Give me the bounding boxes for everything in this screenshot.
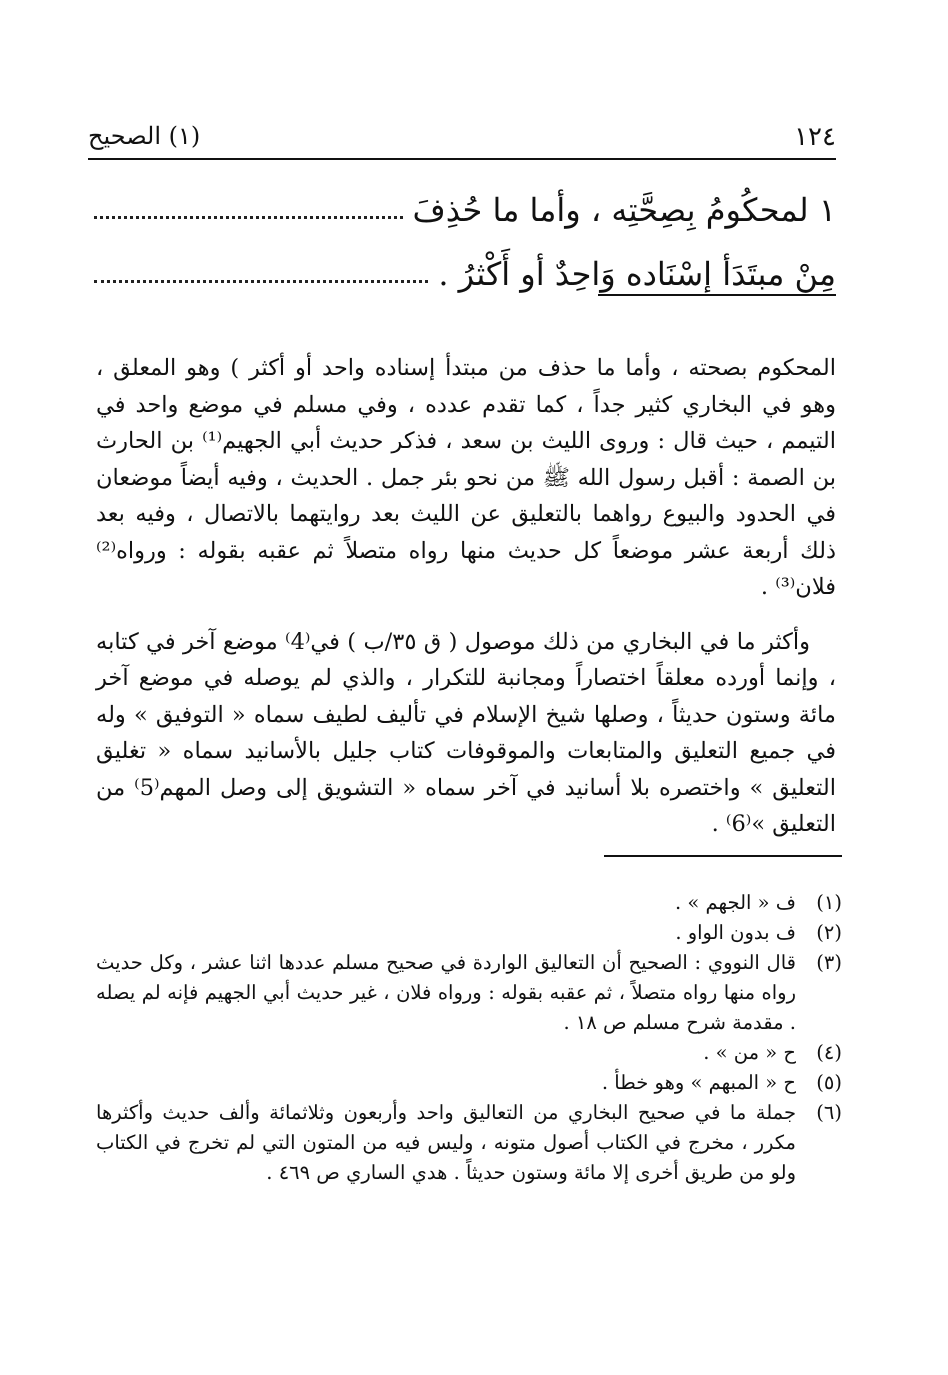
footnote-item bbox=[96, 1038, 842, 1068]
commentary-body bbox=[96, 350, 836, 843]
footnote-number: (٣) bbox=[816, 951, 842, 974]
footnote-text: ح « المبهم » وهو خطأ . bbox=[601, 1071, 796, 1094]
footnote-number: (٤) bbox=[816, 1041, 842, 1064]
footnote-text: ح « من » . bbox=[703, 1041, 796, 1064]
footnote-number: (٦) bbox=[816, 1101, 842, 1124]
footnote-item bbox=[96, 1098, 842, 1188]
matn-line-1-text: ١ لمحكُومُ بِصِحَّتِه ، وأما ما حُذِفَ bbox=[412, 191, 836, 229]
footnote-text: جملة ما في صحيح البخاري من التعاليق واحد وأربعون وثلاثمائة وألف حديث وأكثرها مكرر ، مخرج في الكتاب أصول متونه ، وليس فيه من المتون التي لم تخرج في الكتاب ولو من طريق أخرى إلا مائة وستون حديثاً . هدي الساري ص ٤٦٩ . bbox=[96, 1101, 796, 1184]
footnote-separator bbox=[604, 855, 842, 857]
footnote-number: (٢) bbox=[816, 921, 842, 944]
footnote-item bbox=[96, 888, 842, 918]
footnotes bbox=[96, 888, 842, 1188]
running-title: (١) الصحيح bbox=[88, 122, 201, 150]
matn-line-2 bbox=[88, 242, 836, 306]
page-header bbox=[88, 122, 836, 160]
matn-line-2-text: مِنْ مبتَدَأ إسْنَاده وَاحِدٌ أو أَكْثرُ . bbox=[438, 255, 836, 293]
matn-block bbox=[88, 178, 836, 306]
footnote-number: (١) bbox=[816, 891, 842, 914]
footnote-item bbox=[96, 948, 842, 1038]
footnote-item bbox=[96, 1068, 842, 1098]
commentary-paragraph-2: وأكثر ما في البخاري من ذلك موصول ( ق ٣٥/ب ) في⁽4⁾ موضع آخر في كتابه ، وإنما أورده معلقاً اختصاراً ومجانبة للتكرار ، والذي لم يوصله في موضع آخر مائة وستون حديثاً ، وصلها شيخ الإسلام في تأليف لطيف سماه « التوفيق » وله في جميع التعليق والمتابعات والموقوفات كتاب جليل بالأسانيد سماه « تغليق التعليق » واختصره بلا أسانيد في آخر سماه « التشويق إلى وصل المهم⁽5⁾ من التعليق »⁽6⁾ . bbox=[96, 628, 837, 837]
page-number: ١٢٤ bbox=[794, 122, 836, 152]
dotted-leader bbox=[94, 216, 403, 219]
commentary-paragraph-1: المحكوم بصحته ، وأما ما حذف من مبتدأ إسناده واحد أو أكثر ) وهو المعلق ، وهو في البخاري كثير جداً ، كما تقدم عدده ، وفي مسلم في موضع واحد في التيمم ، حيث قال : وروى الليث بن سعد ، فذكر حديث أبي الجهيم⁽¹⁾ بن الحارث بن الصمة : أقبل رسول الله ﷺ من نحو بئر جمل . الحديث ، وفيه أيضاً موضعان في الحدود والبيوع رواهما بالتعليق عن الليث بعد روايتهما بالاتصال ، وفيه بعد ذلك أربعة عشر موضعاً كل حديث منها رواه متصلاً ثم عقبه بقوله : ورواه⁽²⁾ فلان⁽³⁾ . bbox=[96, 355, 836, 600]
dotted-leader bbox=[94, 280, 428, 283]
footnote-text: قال النووي : الصحيح أن التعاليق الواردة في صحيح مسلم عددها اثنا عشر ، وكل حديث رواه منها رواه متصلاً ، ثم عقبه بقوله : ورواه فلان ، غير حديث أبي الجهيم فإنه لم يصله . مقدمة شرح مسلم ص ١٨ . bbox=[96, 951, 796, 1034]
footnote-text: ف بدون الواو . bbox=[675, 921, 796, 944]
matn-separator bbox=[598, 294, 836, 296]
footnote-number: (٥) bbox=[816, 1071, 842, 1094]
footnote-text: ف « الجهم » . bbox=[675, 891, 796, 914]
matn-line-1 bbox=[88, 178, 836, 242]
footnote-item bbox=[96, 918, 842, 948]
